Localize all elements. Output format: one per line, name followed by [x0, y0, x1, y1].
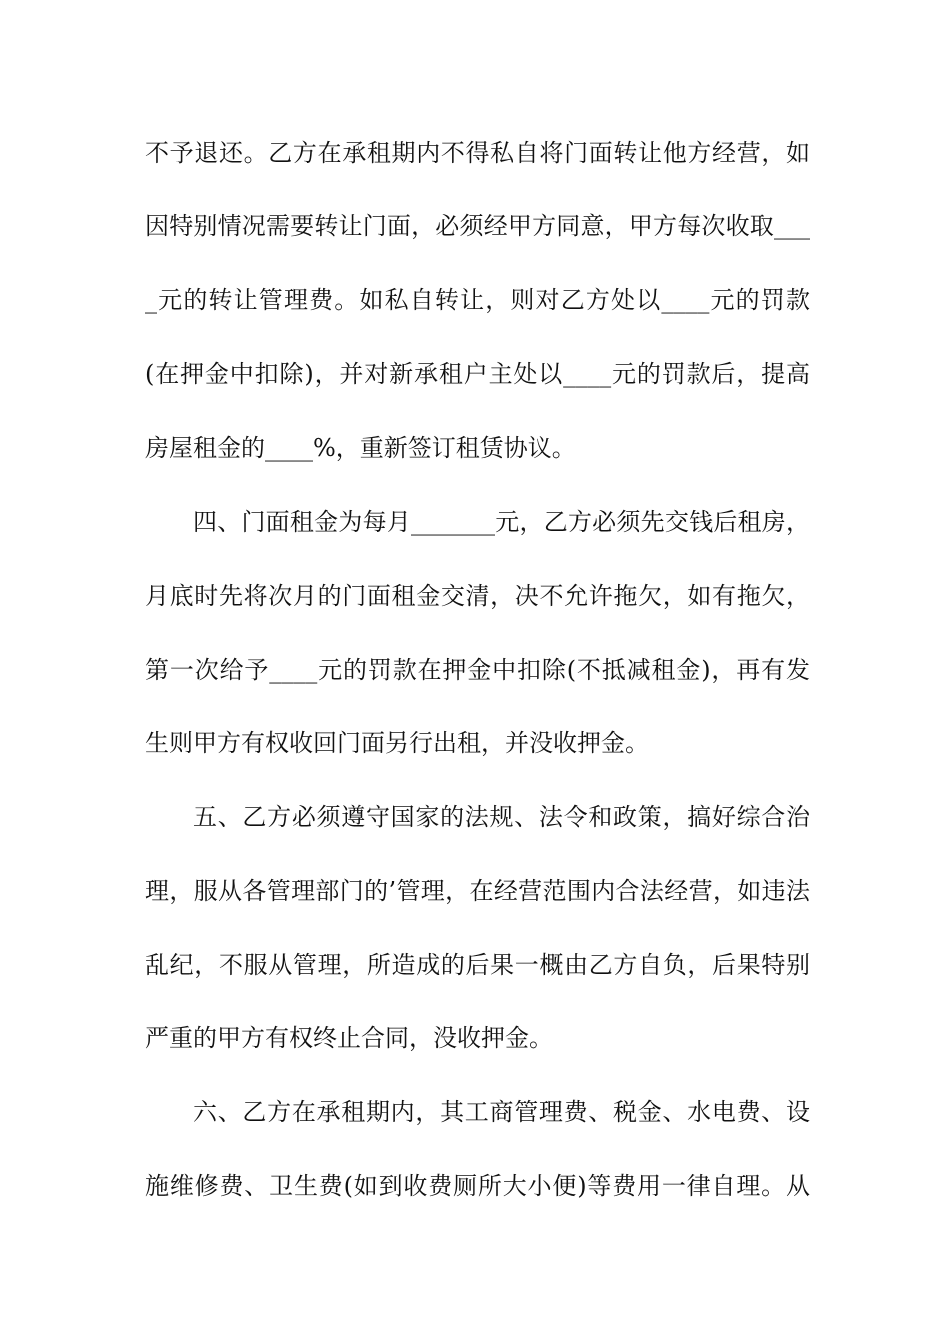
text-line: 严重的甲方有权终止合同，没收押金。 [145, 1024, 553, 1052]
text-line: 不予退还。乙方在承租期内不得私自将门面转让他方经营，如 [145, 139, 810, 167]
paragraph-start-line: 四、门面租金为每月_______元，乙方必须先交钱后租房， [193, 508, 810, 536]
text-line: 乱纪，不服从管理，所造成的后果一概由乙方自负，后果特别 [145, 951, 810, 979]
text-line: 月底时先将次月的门面租金交清，决不允许拖欠，如有拖欠， [145, 582, 810, 610]
text-line: 生则甲方有权收回门面另行出租，并没收押金。 [145, 729, 649, 757]
paragraph-start-line: 五、乙方必须遵守国家的法规、法令和政策，搞好综合治 [193, 803, 810, 831]
text-line: 施维修费、卫生费(如到收费厕所大小便)等费用一律自理。从 [145, 1172, 810, 1200]
text-line: (在押金中扣除)，并对新承租户主处以____元的罚款后，提高 [145, 360, 810, 388]
text-line: 第一次给予____元的罚款在押金中扣除(不抵减租金)，再有发 [145, 656, 810, 684]
paragraph-start-line: 六、乙方在承租期内，其工商管理费、税金、水电费、设 [193, 1098, 810, 1126]
text-line: 理，服从各管理部门的’管理，在经营范围内合法经营，如违法 [145, 877, 810, 905]
text-line: 房屋租金的____%，重新签订租赁协议。 [145, 434, 576, 462]
text-line: 因特别情况需要转让门面，必须经甲方同意，甲方每次收取___ [145, 212, 810, 240]
text-line: _元的转让管理费。如私自转让，则对乙方处以____元的罚款 [145, 286, 810, 314]
